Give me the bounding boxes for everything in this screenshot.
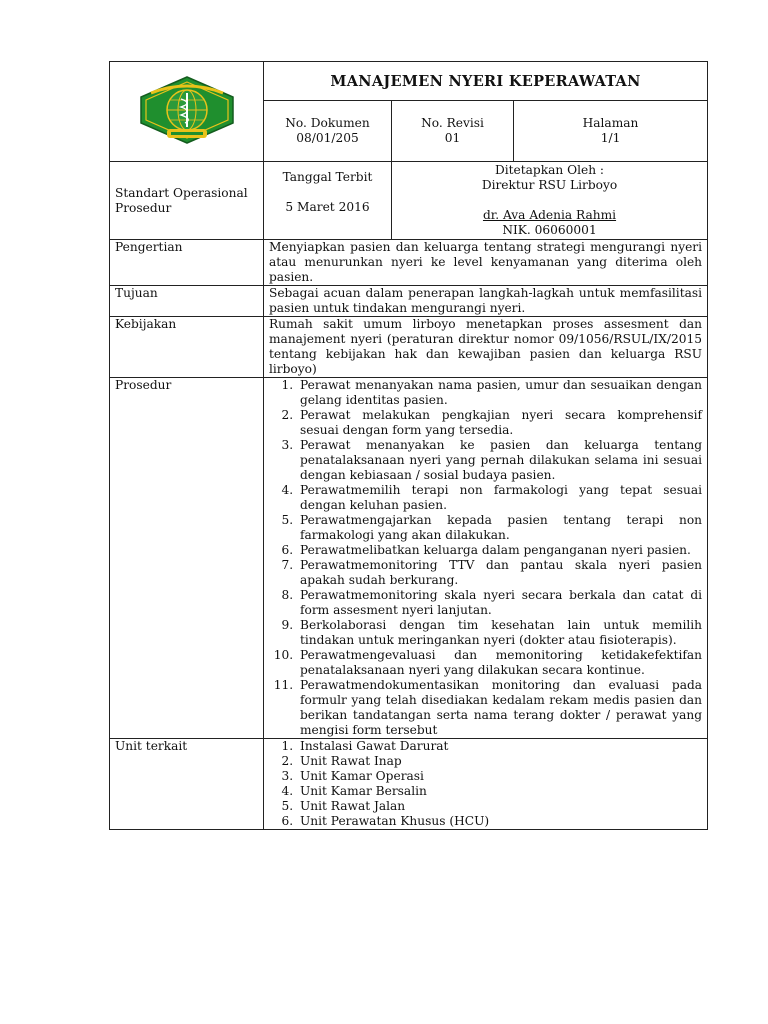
unit-terkait-label: Unit terkait: [110, 739, 264, 830]
unit-item: 4. Unit Kamar Bersalin: [297, 784, 702, 799]
tujuan-label: Tujuan: [110, 286, 264, 317]
tujuan-text: Sebagai acuan dalam penerapan langkah-lagkah untuk memfasilitasi pasien untuk tindakan mengurangi nyeri.: [264, 286, 708, 317]
prosedur-label: Prosedur: [110, 378, 264, 739]
tanggal-terbit-label: Tanggal Terbit: [282, 170, 373, 184]
ditetapkan-label: Ditetapkan Oleh :: [494, 163, 605, 177]
unit-item: 5. Unit Rawat Jalan: [297, 799, 702, 814]
prosedur-item: 2. Perawat melakukan pengkajian nyeri secara komprehensif sesuai dengan form yang tersedia.: [297, 408, 702, 438]
unit-item: 6. Unit Perawatan Khusus (HCU): [297, 814, 702, 829]
kebijakan-label: Kebijakan: [110, 317, 264, 378]
ditetapkan-cell: [392, 162, 708, 240]
prosedur-item: 7. Perawatmemonitoring TTV dan pantau skala nyeri pasien apakah sudah berkurang.: [297, 558, 702, 588]
prosedur-item: 8. Perawatmemonitoring skala nyeri secara berkala dan catat di form assesment nyeri lanjutan.: [297, 588, 702, 618]
unit-item: 3. Unit Kamar Operasi: [297, 769, 702, 784]
prosedur-cell: [264, 378, 708, 739]
unit-item: 2. Unit Rawat Inap: [297, 754, 702, 769]
prosedur-item: 1. Perawat menanyakan nama pasien, umur dan sesuaikan dengan gelang identitas pasien.: [297, 378, 702, 408]
tanggal-terbit-value: 5 Maret 2016: [285, 200, 370, 214]
halaman-cell: [514, 101, 708, 162]
sop-document-table: [109, 61, 708, 830]
prosedur-item: 10. Perawatmengevaluasi dan memonitoring ketidakefektifan penatalaksanaan nyeri yang dilakukan secara kontinue.: [297, 648, 702, 678]
halaman-label: Halaman: [582, 116, 639, 130]
unit-item: 1. Instalasi Gawat Darurat: [297, 739, 702, 754]
halaman-value: 1/1: [600, 131, 621, 145]
signer-nik: NIK. 06060001: [502, 223, 597, 237]
unit-terkait-list: [269, 739, 702, 829]
prosedur-item: 11. Perawatmendokumentasikan monitoring dan evaluasi pada formulr yang telah disediakan kedalam rekam medis pasien dan berikan tandatangan serta nama terang dokter / perawat yang mengisi form tersebut: [297, 678, 702, 738]
unit-terkait-cell: [264, 739, 708, 830]
signer-name: dr. Ava Adenia Rahmi: [482, 208, 617, 222]
no-dokumen-value: 08/01/205: [296, 131, 359, 145]
prosedur-item: 9. Berkolaborasi dengan tim kesehatan lain untuk memilih tindakan untuk meringankan nyeri (dokter atau fisioterapis).: [297, 618, 702, 648]
document-title: MANAJEMEN NYERI KEPERAWATAN: [264, 62, 708, 101]
no-revisi-label: No. Revisi: [421, 116, 484, 130]
no-dokumen-cell: [264, 101, 392, 162]
sop-label-cell: [110, 162, 264, 240]
ditetapkan-by: Direktur RSU Lirboyo: [481, 178, 618, 192]
no-revisi-value: 01: [444, 131, 461, 145]
prosedur-item: 3. Perawat menanyakan ke pasien dan keluarga tentang penatalaksanaan nyeri yang pernah dilakukan selama ini sesuai dengan kebiasaan / sosial budaya pasien.: [297, 438, 702, 483]
no-revisi-cell: [392, 101, 514, 162]
tanggal-terbit-cell: [264, 162, 392, 240]
logo-cell: [110, 62, 264, 162]
prosedur-item: 4. Perawatmemilih terapi non farmakologi yang tepat sesuai dengan keluhan pasien.: [297, 483, 702, 513]
sop-label-line2: Prosedur: [115, 200, 172, 215]
kebijakan-text: Rumah sakit umum lirboyo menetapkan proses assesment dan manajement nyeri (peraturan direktur nomor 09/1056/RSUL/IX/2015 tentang kebijakan hak dan kewajiban pasien dan keluarga RSU lirboyo): [264, 317, 708, 378]
sop-label-line1: Standart Operasional: [115, 185, 248, 200]
pengertian-label: Pengertian: [110, 240, 264, 286]
prosedur-list: [269, 378, 702, 738]
no-dokumen-label: No. Dokumen: [285, 116, 370, 130]
prosedur-item: 5. Perawatmengajarkan kepada pasien tentang terapi non farmakologi yang akan dilakukan.: [297, 513, 702, 543]
prosedur-item: 6. Perawatmelibatkan keluarga dalam penganganan nyeri pasien.: [297, 543, 702, 558]
pengertian-text: Menyiapkan pasien dan keluarga tentang strategi mengurangi nyeri atau menurunkan nyeri ke level kenyamanan yang diterima oleh pasien.: [264, 240, 708, 286]
hospital-logo-icon: [137, 75, 237, 145]
